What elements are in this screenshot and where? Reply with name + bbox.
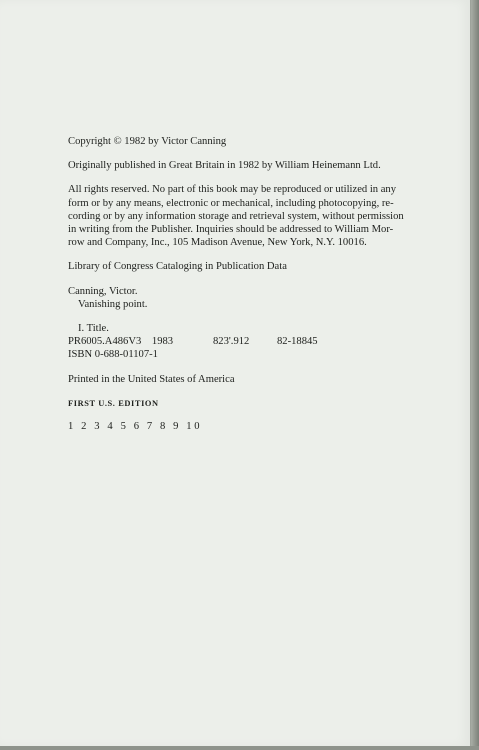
- original-publication-line: Originally published in Great Britain in 1982 by William Heinemann Ltd.: [68, 160, 381, 172]
- cip-year: 1983: [151, 336, 174, 348]
- cip-title: Vanishing point.: [78, 298, 148, 310]
- cip-subject: I. Title.: [78, 323, 109, 335]
- cip-author: Canning, Victor.: [68, 285, 138, 297]
- cip-entry: [68, 285, 428, 311]
- rights-line: cording or by any information storage and retrieval system, without permission: [68, 210, 404, 222]
- cip-heading: Library of Congress Cataloging in Publication Data: [68, 261, 287, 273]
- rights-line: in writing from the Publisher. Inquiries should be addressed to William Mor-: [68, 224, 394, 236]
- cip-classification: [68, 322, 428, 362]
- edition-line: FIRST U.S. EDITION: [68, 398, 159, 408]
- cip-lccn: 82-18845: [277, 336, 318, 348]
- rights-line: row and Company, Inc., 105 Madison Avenue, New York, N.Y. 10016.: [68, 237, 367, 249]
- rights-line: form or by any means, electronic or mechanical, including photocopying, re-: [68, 197, 394, 209]
- cip-dewey: 823'.912: [213, 336, 250, 348]
- copyright-line: Copyright © 1982 by Victor Canning: [68, 136, 227, 147]
- page-bottom-edge: [0, 746, 479, 750]
- isbn-line: ISBN 0-688-01107-1: [68, 349, 158, 361]
- page-edge-shadow: [471, 0, 479, 750]
- rights-paragraph: [68, 183, 428, 249]
- printed-in-line: Printed in the United States of America: [68, 373, 235, 385]
- cip-call-number: PR6005.A486V3 1983: [68, 336, 174, 348]
- rights-line: All rights reserved. No part of this book may be reproduced or utilized in any: [68, 184, 397, 196]
- print-number-line: 1 2 3 4 5 6 7 8 9 10: [68, 421, 203, 433]
- copyright-block: [68, 135, 428, 433]
- cip-numbers-row: [68, 335, 428, 348]
